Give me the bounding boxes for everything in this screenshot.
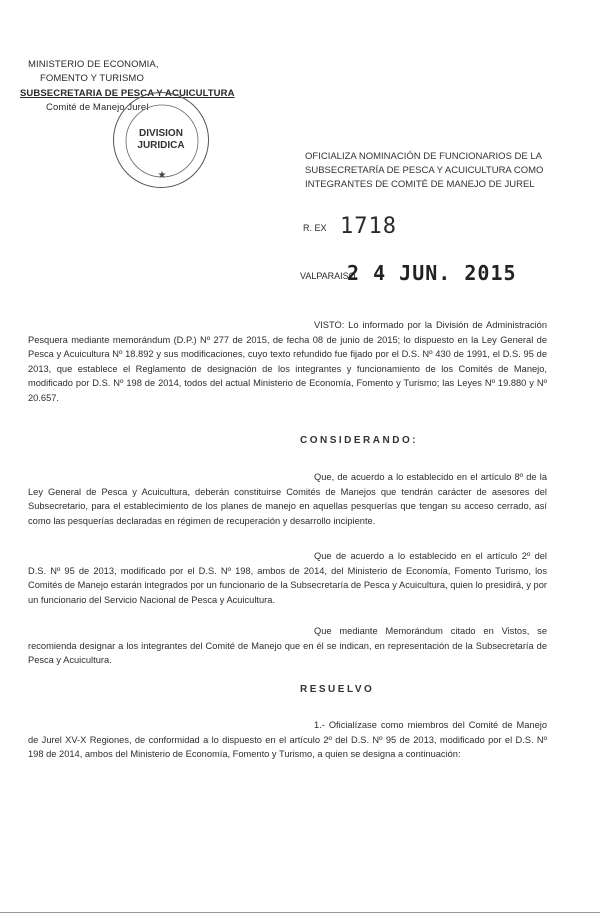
considerando-heading: CONSIDERANDO: (300, 435, 419, 446)
considerando-paragraph-3: Que mediante Memorándum citado en Vistos, se recomienda designar a los integrantes del Comité de Manejo que en él se indican, en representación de la Subsecretaría de Pesca y Acuicultura. (28, 626, 547, 666)
page-bottom-rule (0, 912, 600, 913)
considerando-paragraph-1: Que, de acuerdo a lo establecido en el artículo 8º de la Ley General de Pesca y Acuicultura, deberán constituirse Comités de Manejos que tendrán carácter de asesores del Subsecretario, para el establecimiento de los planes de manejo en aquellas pesquerías que tengan su acceso cerrado, así como las pesquerías declaradas en régimen de recuperación y desarrollo incipiente. (28, 472, 547, 526)
ministry-line: MINISTERIO DE ECONOMIA, (28, 59, 159, 70)
resuelvo-heading: RESUELVO (300, 684, 375, 695)
seal-text-2: JURIDICA (137, 140, 185, 151)
ministry-line-2: FOMENTO Y TURISMO (40, 73, 144, 84)
considerando-paragraph-2: Que de acuerdo a lo establecido en el artículo 2º del D.S. Nº 95 de 2013, modificado por el D.S. Nº 198, ambos de 2014, del Ministerio de Economía, Fomento Turismo, los Comités de Manejo estarán integrados por un funcionario de la Subsecretaría de Pesca y Acuicultura, quien lo presidirá, y por un funcionario del Servicio Nacional de Pesca y Acuicultura. (28, 551, 547, 605)
rex-number: 1718 (340, 214, 397, 239)
svg-text:★: ★ (157, 170, 167, 181)
committee-line: Comité de Manejo Jurel (46, 102, 149, 113)
visto-paragraph: VISTO: Lo informado por la División de Administración Pesquera mediante memorándum (D.P.) Nº 277 de 2015, de fecha 08 de junio de 2015; lo dispuesto en la Ley General de Pesca y Acuicultura Nº 18.892 y sus modificaciones, cuyo texto refundido fue fijado por el D.S. Nº 430 de 1991, el D.S. 95 de 2013, que establece el Reglamento de designación de los integrantes y funcionamiento de los Comités de Manejo, modificado por D.S. Nº 198 de 2014, todos del actual Ministerio de Economía, Fomento y Turismo; las Leyes Nº 19.880 y Nº 20.657. (28, 320, 547, 403)
date-stamp: 2 4 JUN. 2015 (347, 261, 517, 285)
division-juridica-seal (113, 92, 209, 188)
rex-label: R. EX (303, 223, 327, 233)
resolution-title: OFICIALIZA NOMINACIÓN DE FUNCIONARIOS DE LA SUBSECRETARÍA DE PESCA Y ACUICULTURA COMO INTEGRANTES DE COMITÉ DE MANEJO DE JUREL (305, 151, 544, 190)
resuelvo-item-1: 1.- Oficialízase como miembros del Comité de Manejo de Jurel XV-X Regiones, de conformidad a lo dispuesto en el artículo 2º del D.S. Nº 95 de 2013, modificado por el D.S. Nº 198 de 2014, ambos del Ministerio de Economía, Fomento y Turismo, a quien se designa a continuación: (28, 720, 547, 760)
place-label: VALPARAISO (300, 271, 356, 281)
seal-text-1: DIVISION (139, 128, 183, 139)
subsecretaria-line: SUBSECRETARIA DE PESCA Y ACUICULTURA (20, 88, 235, 99)
